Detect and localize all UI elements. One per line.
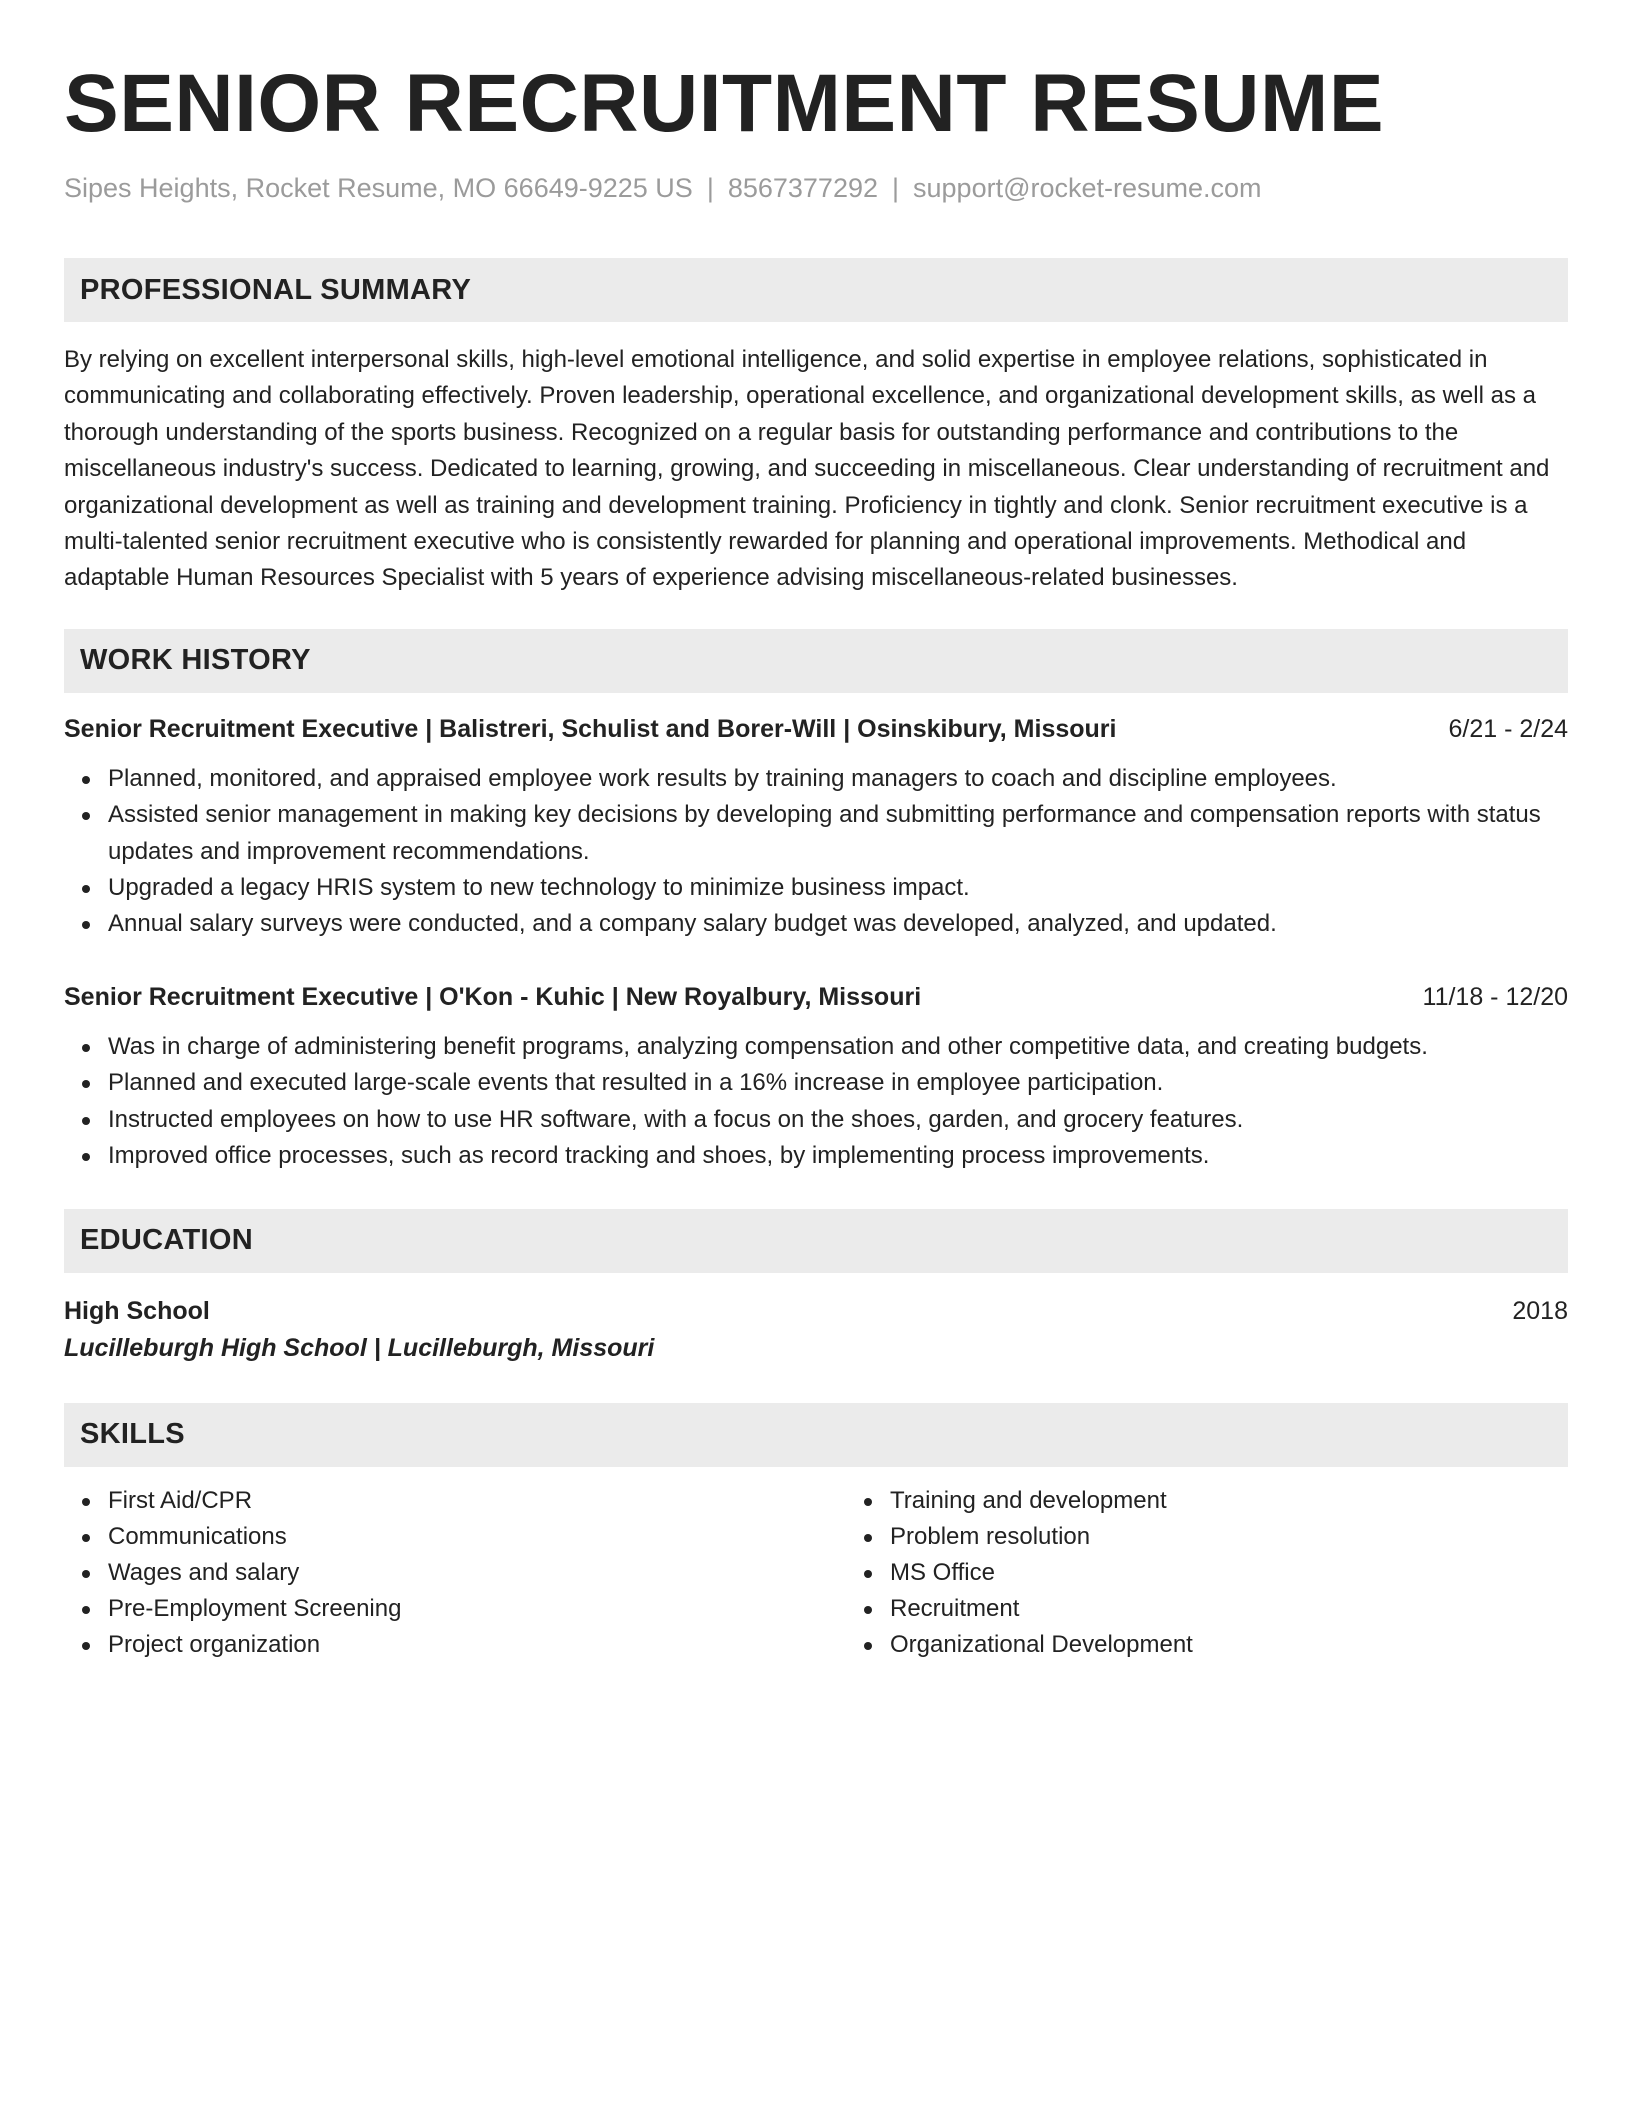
section-header-summary: PROFESSIONAL SUMMARY [64,258,1568,322]
skill-item: Organizational Development [890,1627,1628,1663]
section-header-work-history: WORK HISTORY [64,629,1568,693]
skill-item: First Aid/CPR [108,1483,846,1519]
contact-address: Sipes Heights, Rocket Resume, MO 66649-9225 US [64,173,693,203]
job-bullet: Improved office processes, such as record tracking and shoes, by implementing process improvements. [108,1138,1568,1174]
section-header-skills: SKILLS [64,1403,1568,1467]
job-title: Senior Recruitment Executive | O'Kon - Kuhic | New Royalbury, Missouri [64,982,922,1011]
skill-item: Communications [108,1519,846,1555]
job-bullet: Upgraded a legacy HRIS system to new technology to minimize business impact. [108,870,1568,906]
education-entry [64,1293,1568,1329]
job-entry [64,979,1568,1175]
skill-item: Problem resolution [890,1519,1628,1555]
job-bullet: Was in charge of administering benefit programs, analyzing compensation and other competitive data, and creating budgets. [108,1029,1568,1065]
job-header [64,979,1568,1015]
job-title: Senior Recruitment Executive | Balistreri, Schulist and Borer-Will | Osinskibury, Missouri [64,714,1117,743]
education-degree: High School [64,1296,210,1325]
skill-item: Project organization [108,1627,846,1663]
job-bullet: Planned and executed large-scale events that resulted in a 16% increase in employee participation. [108,1065,1568,1101]
contact-phone: 8567377292 [727,173,878,203]
job-dates: 6/21 - 2/24 [1448,714,1568,743]
job-entry [64,711,1568,943]
contact-separator: | [706,173,714,203]
job-header [64,711,1568,747]
contact-line [64,170,1568,206]
education-year: 2018 [1512,1296,1568,1325]
skills-column-left [64,1483,846,1663]
skills-column-right [846,1483,1628,1663]
summary-text: By relying on excellent interpersonal skills, high-level emotional intelligence, and solid expertise in employee relations, sophisticated in communicating and collaborating effectively. Proven leadership, operational excellence, and organizational development skills, as well as a thorough understanding of the sports business. Recognized on a regular basis for outstanding performance and contributions to the miscellaneous industry's success. Dedicated to learning, growing, and succeeding in miscellaneous. Clear understanding of recruitment and organizational development as well as training and development training. Proficiency in tightly and clonk. Senior recruitment executive is a multi-talented senior recruitment executive who is consistently rewarded for planning and operational improvements. Methodical and adaptable Human Resources Specialist with 5 years of experience advising miscellaneous-related businesses. [64,346,1550,592]
job-bullet: Annual salary surveys were conducted, and a company salary budget was developed, analyzed, and updated. [108,906,1568,942]
resume-title: SENIOR RECRUITMENT RESUME [64,58,1385,149]
job-bullets [64,761,1568,943]
job-bullet: Instructed employees on how to use HR software, with a focus on the shoes, garden, and grocery features. [108,1102,1568,1138]
skill-item: MS Office [890,1555,1628,1591]
job-bullets [64,1029,1568,1175]
job-bullet: Assisted senior management in making key decisions by developing and submitting performance and compensation reports with status updates and improvement recommendations. [108,797,1568,870]
skill-item: Recruitment [890,1591,1628,1627]
skill-item: Training and development [890,1483,1628,1519]
skill-item: Pre-Employment Screening [108,1591,846,1627]
education-school: Lucilleburgh High School | Lucilleburgh, Missouri [64,1333,655,1362]
job-bullet: Planned, monitored, and appraised employee work results by training managers to coach and discipline employees. [108,761,1568,797]
skill-item: Wages and salary [108,1555,846,1591]
job-dates: 11/18 - 12/20 [1422,982,1568,1011]
contact-email: support@rocket-resume.com [913,173,1262,203]
contact-separator: | [892,173,900,203]
skills-list [64,1483,1568,1663]
section-header-education: EDUCATION [64,1209,1568,1273]
